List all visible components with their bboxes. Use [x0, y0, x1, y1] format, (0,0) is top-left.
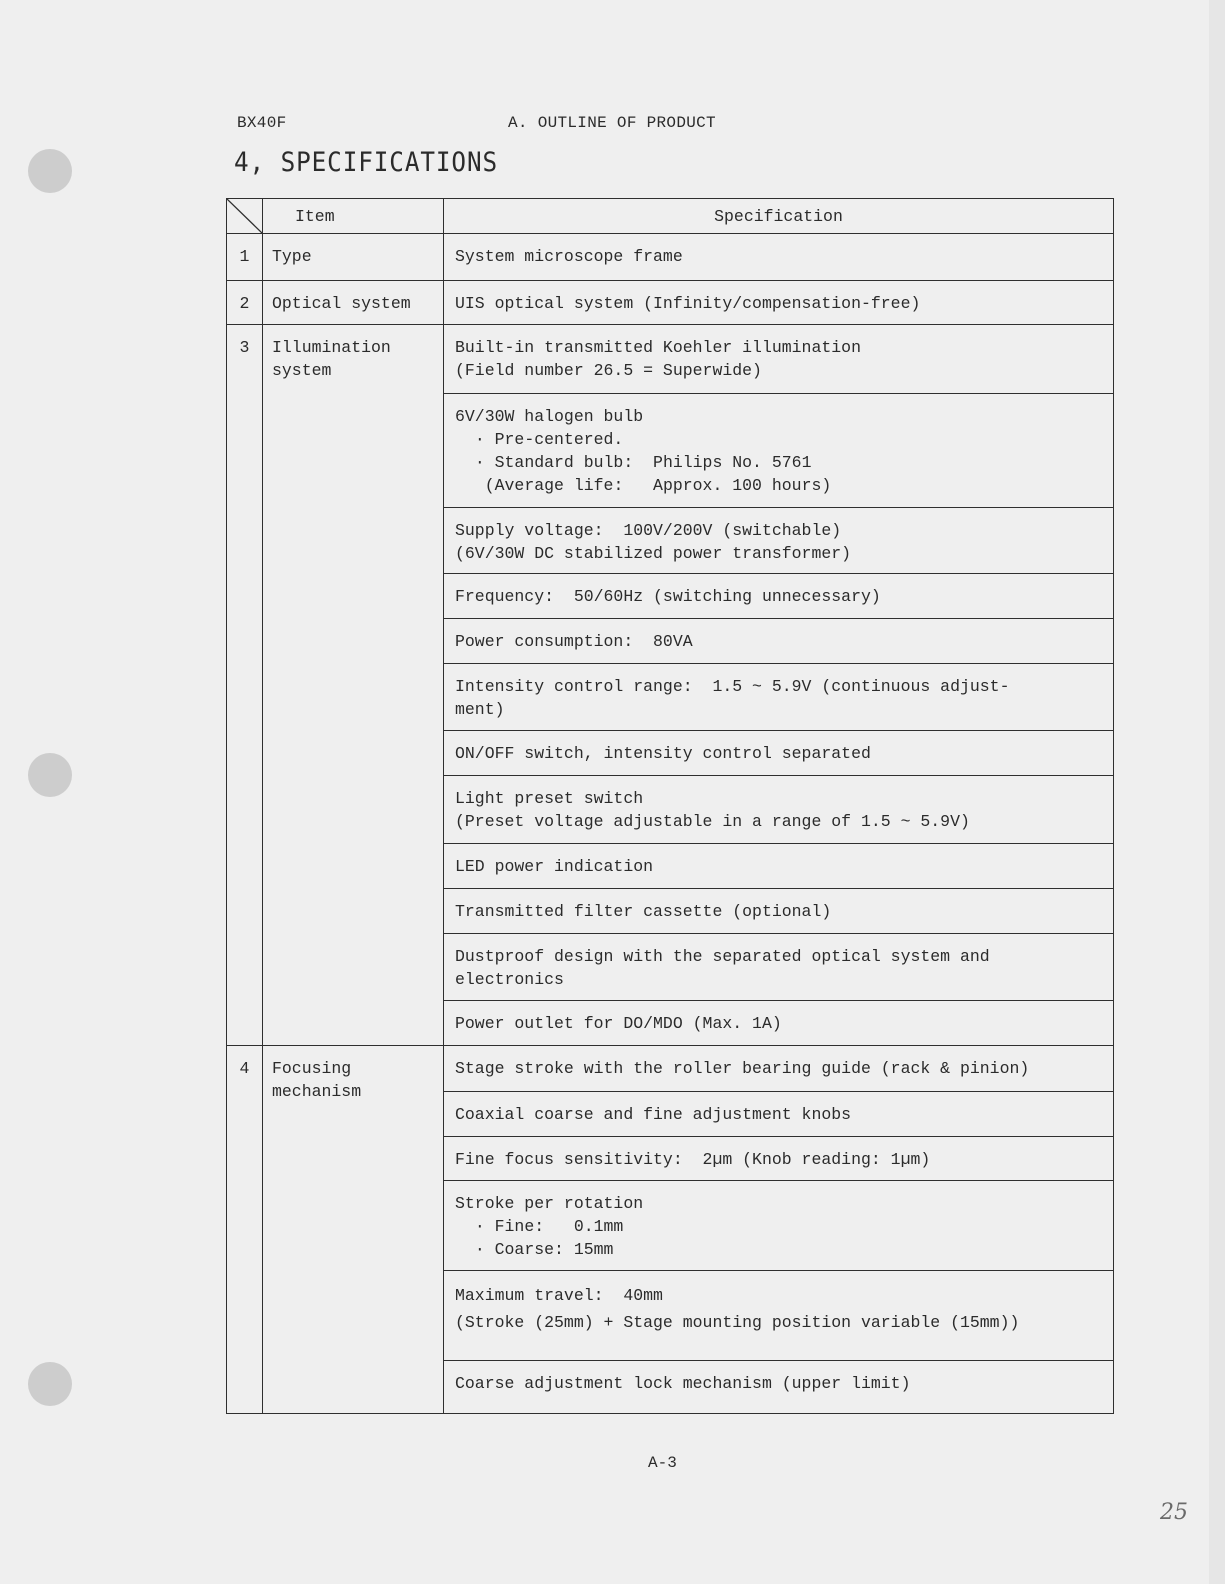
- column-header-item: Item: [263, 199, 444, 234]
- spec-text: Fine focus sensitivity: 2µm (Knob reading: 1µm): [444, 1137, 1114, 1181]
- item-name: Illumination system: [263, 325, 444, 1046]
- punch-hole: [28, 753, 72, 797]
- spec-text: ON/OFF switch, intensity control separated: [444, 731, 1114, 776]
- spec-text: Transmitted filter cassette (optional): [444, 889, 1114, 934]
- spec-text: System microscope frame: [444, 234, 1114, 281]
- spec-text: Power outlet for DO/MDO (Max. 1A): [444, 1001, 1114, 1046]
- page-number: A-3: [648, 1454, 677, 1472]
- spec-text: Intensity control range: 1.5 ~ 5.9V (continuous adjust- ment): [444, 664, 1114, 731]
- item-name: Focusing mechanism: [263, 1046, 444, 1414]
- spec-text: LED power indication: [444, 844, 1114, 889]
- row-number: 2: [227, 281, 263, 325]
- spec-text: Built-in transmitted Koehler illumination (Field number 26.5 = Superwide): [444, 325, 1114, 394]
- spec-text: Frequency: 50/60Hz (switching unnecessary): [444, 574, 1114, 619]
- spec-text: Light preset switch (Preset voltage adjustable in a range of 1.5 ~ 5.9V): [444, 776, 1114, 844]
- item-name: Optical system: [263, 281, 444, 325]
- table-header-row: [227, 199, 1114, 234]
- spec-text: Stroke per rotation · Fine: 0.1mm · Coarse: 15mm: [444, 1181, 1114, 1271]
- table-row: [227, 281, 1114, 325]
- model-name: BX40F: [237, 114, 287, 132]
- item-name: Type: [263, 234, 444, 281]
- row-number: 4: [227, 1046, 263, 1414]
- row-number: 1: [227, 234, 263, 281]
- table-row: [227, 325, 1114, 394]
- punch-hole: [28, 149, 72, 193]
- spec-text: 6V/30W halogen bulb · Pre-centered. · Standard bulb: Philips No. 5761 (Average life: Approx. 100 hours): [444, 394, 1114, 508]
- handwritten-page-mark: 25: [1160, 1500, 1188, 1525]
- spec-text: Coaxial coarse and fine adjustment knobs: [444, 1092, 1114, 1137]
- column-header-specification: Specification: [444, 199, 1114, 234]
- spec-text: Supply voltage: 100V/200V (switchable) (6V/30W DC stabilized power transformer): [444, 508, 1114, 574]
- page-title: 4, SPECIFICATIONS: [234, 147, 499, 178]
- spec-text: UIS optical system (Infinity/compensation-free): [444, 281, 1114, 325]
- spec-text: Dustproof design with the separated optical system and electronics: [444, 934, 1114, 1001]
- spec-text: Coarse adjustment lock mechanism (upper limit): [444, 1361, 1114, 1414]
- corner-diagonal-cell: [227, 199, 263, 234]
- row-number: 3: [227, 325, 263, 1046]
- punch-hole: [28, 1362, 72, 1406]
- spec-text: Stage stroke with the roller bearing guide (rack & pinion): [444, 1046, 1114, 1092]
- table-row: [227, 234, 1114, 281]
- spec-table: [226, 198, 1114, 1414]
- diagonal-line-icon: [227, 199, 262, 233]
- table-row: [227, 1046, 1114, 1092]
- section-title: A. OUTLINE OF PRODUCT: [508, 114, 716, 132]
- spec-text: Power consumption: 80VA: [444, 619, 1114, 664]
- spec-text: Maximum travel: 40mm (Stroke (25mm) + Stage mounting position variable (15mm)): [444, 1271, 1114, 1361]
